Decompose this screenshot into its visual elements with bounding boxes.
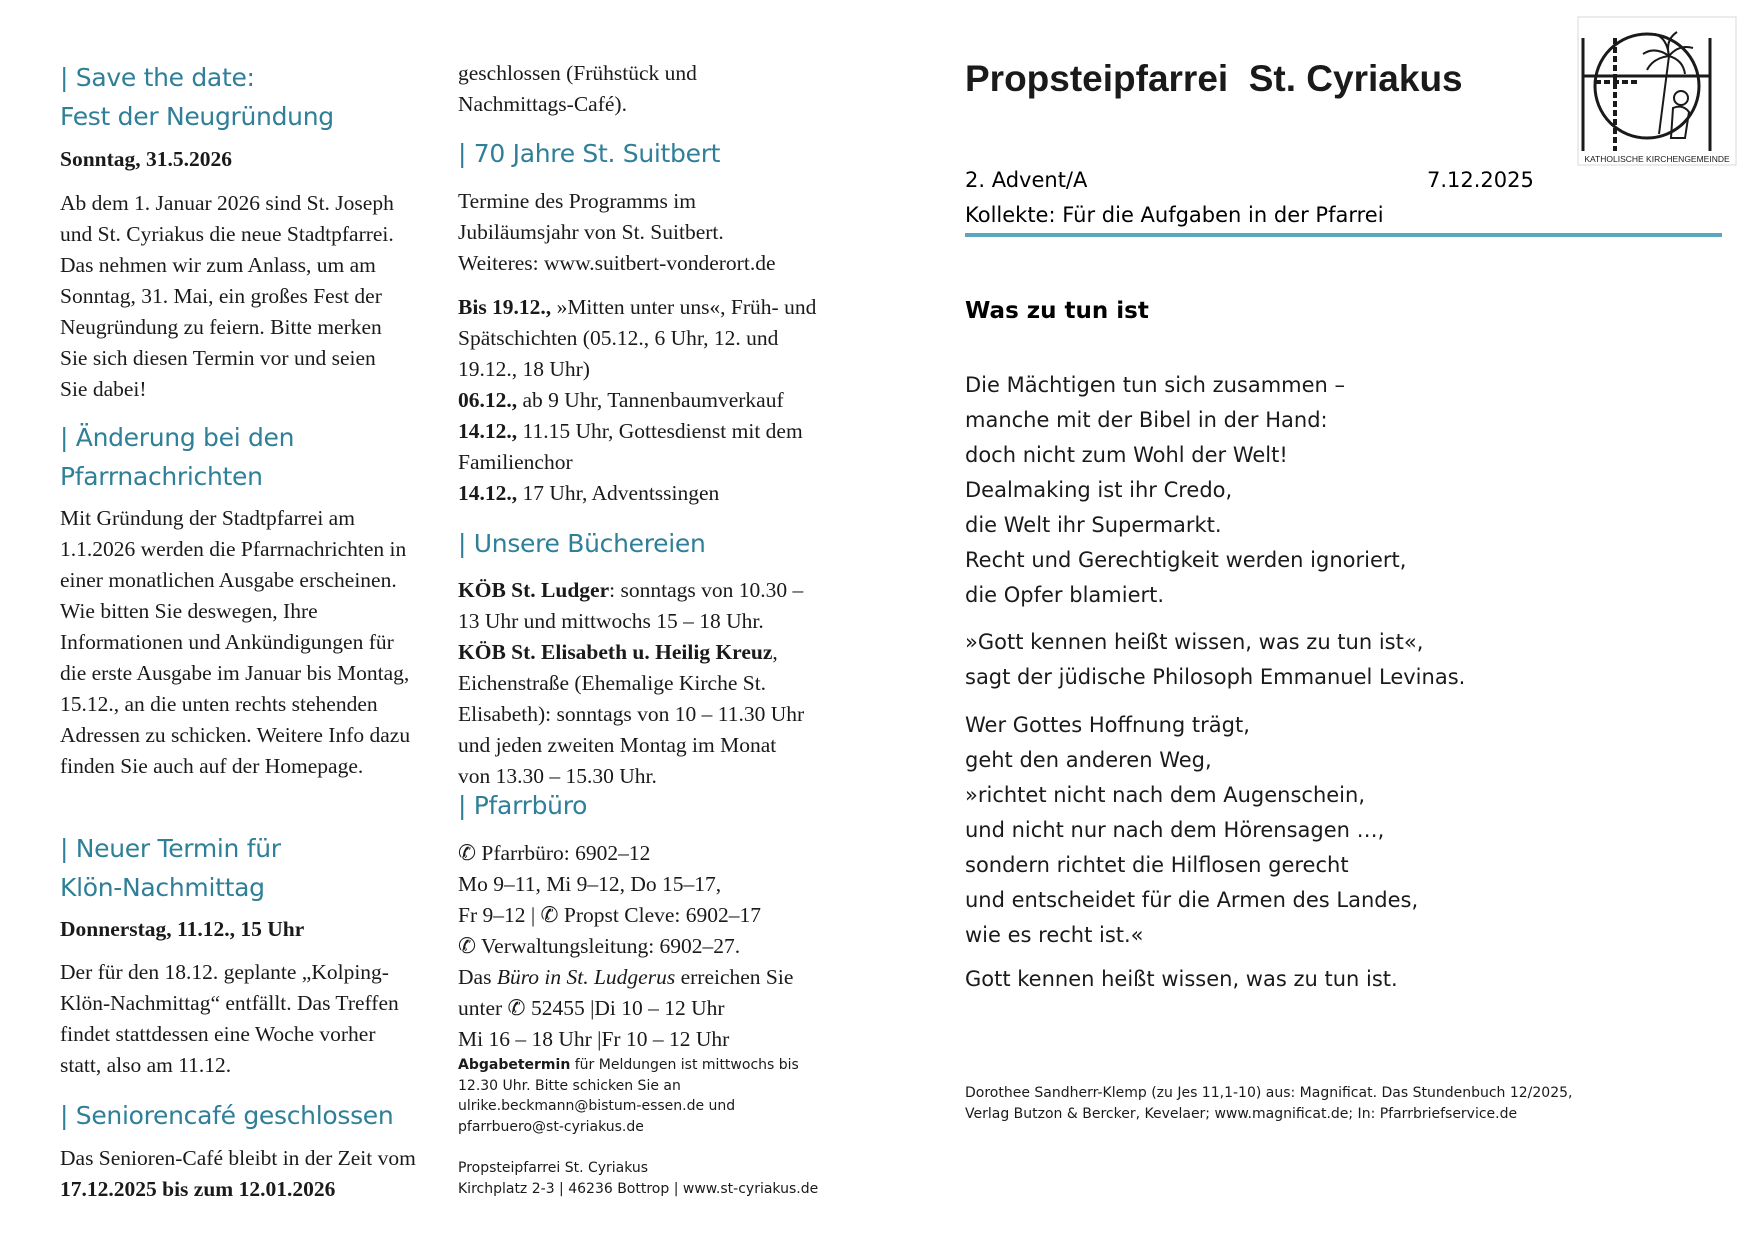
paragraph: Ab dem 1. Januar 2026 sind St. Joseph und St. Cyriakus die neue Stadtpfarrei. Das nehmen wir zum Anlass, um am Sonntag, 31. Mai, ein großes Fest der Neugründung zu feiern. Bitte merken Sie sich diesen Termin vor und seien Sie dabei! — [60, 191, 394, 401]
section-heading: Pfarrnachrichten — [60, 462, 263, 491]
paragraph: geschlossen (Frühstück und Nachmittags-Café). — [458, 61, 697, 116]
section-heading: | Neuer Termin für — [60, 834, 281, 863]
event-list — [458, 292, 828, 509]
save-date-section — [60, 58, 334, 136]
parish-logo — [1577, 16, 1737, 166]
section-heading: | Save the date: — [60, 63, 255, 92]
klon-section — [60, 829, 281, 907]
poem-title: Was zu tun ist — [965, 298, 1149, 324]
logo-caption: KATHOLISCHE KIRCHENGEMEINDE — [1584, 154, 1730, 164]
event-item: Bis 19.12., »Mitten unter uns«, Früh- und Spätschichten (05.12., 6 Uhr, 12. und 19.12., 18 Uhr) — [458, 295, 817, 381]
event-item: 14.12., 17 Uhr, Adventssingen — [458, 481, 720, 505]
address: Propsteipfarrei St. Cyriakus Kirchplatz 2-3 | 46236 Bottrop | www.st-cyriakus.de — [458, 1160, 819, 1197]
event-item: 14.12., 11.15 Uhr, Gottesdienst mit dem Familienchor — [458, 419, 803, 474]
section-heading: | Seniorencafé geschlossen — [60, 1101, 394, 1130]
sunday-label: 2. Advent/A — [965, 168, 1088, 192]
section-heading: | 70 Jahre St. Suitbert — [458, 139, 721, 168]
source-note: Dorothee Sandherr-Klemp (zu Jes 11,1-10) aus: Magnificat. Das Stundenbuch 12/2025, Verlag Butzon & Bercker, Kevelaer; www.magnificat.de; In: Pfarrbriefservice.de — [965, 1085, 1573, 1122]
event-date: Sonntag, 31.5.2026 — [60, 147, 233, 171]
section-heading: Fest der Neugründung — [60, 102, 334, 131]
poem-stanza: Die Mächtigen tun sich zusammen – manche mit der Bibel in der Hand: doch nicht zum Wohl der Welt! Dealmaking ist ihr Credo, die Welt ihr Supermarkt. Recht und Gerechtigkeit werden ignoriert, die Opfer blamiert. — [965, 373, 1407, 607]
paragraph: Der für den 18.12. geplante „Kolping-Klön-Nachmittag“ entfällt. Das Treffen findet stattdessen eine Woche vorher statt, also am 11.12. — [60, 960, 399, 1077]
section-heading: | Pfarrbüro — [458, 791, 588, 820]
poem-stanza: »Gott kennen heißt wissen, was zu tun ist«, sagt der jüdische Philosoph Emmanuel Levinas. — [965, 630, 1466, 689]
date-label: 7.12.2025 — [1427, 168, 1534, 192]
poem-closing: Gott kennen heißt wissen, was zu tun ist. — [965, 967, 1398, 991]
header-rule — [965, 233, 1722, 237]
section-heading: | Unsere Büchereien — [458, 529, 706, 558]
paragraph: Das Senioren-Café bleibt in der Zeit vom 17.12.2025 bis zum 12.01.2026 — [60, 1146, 416, 1201]
paragraph: Mit Gründung der Stadtpfarrei am 1.1.2026 werden die Pfarrnachrichten in einer monatlichen Ausgabe erscheinen. Wie bitten Sie deswegen, Ihre Informationen und Ankündigungen für die erste Ausgabe im Januar bis Montag, 15.12., an die unten rechts stehenden Adressen zu schicken. Weitere Info dazu finden Sie auch auf der Homepage. — [60, 506, 411, 778]
event-item: 06.12., ab 9 Uhr, Tannenbaumverkauf — [458, 388, 784, 412]
change-section — [60, 418, 294, 496]
library-info: KÖB St. Ludger: sonntags von 10.30 – 13 Uhr und mittwochs 15 – 18 Uhr. KÖB St. Elisabeth u. Heilig Kreuz, Eichenstraße (Ehemalige Kirche St. Elisabeth): sonntags von 10 – 11.30 Uhr und jeden zweiten Montag im Monat von 13.30 – 15.30 Uhr. — [458, 578, 805, 788]
page-title: Propsteipfarrei St. Cyriakus — [965, 58, 1463, 99]
section-heading: Klön-Nachmittag — [60, 873, 265, 902]
event-date: Donnerstag, 11.12., 15 Uhr — [60, 917, 305, 941]
collection-label: Kollekte: Für die Aufgaben in der Pfarrei — [965, 203, 1384, 227]
office-hours: ✆ Pfarrbüro: 6902–12 Mo 9–11, Mi 9–12, Do 15–17, Fr 9–12 | ✆ Propst Cleve: 6902–17 ✆ Verwaltungsleitung: 6902–27. Das Büro in St. Ludgerus erreichen Sie unter ✆ 52455 |Di 10 – 12 Uhr Mi 16 – 18 Uhr |Fr 10 – 12 Uhr — [458, 841, 794, 1051]
parish-logo-icon — [1577, 16, 1737, 166]
poem-stanza: Wer Gottes Hoffnung trägt, geht den anderen Weg, »richtet nicht nach dem Augenschein, und nicht nur nach dem Hörensagen …, sondern richtet die Hilflosen gerecht und entscheidet für die Armen des Landes, wie es recht ist.« — [965, 713, 1419, 947]
paragraph: Termine des Programms im Jubiläumsjahr von St. Suitbert. Weiteres: www.suitbert-vonderort.de — [458, 189, 776, 275]
section-heading: | Änderung bei den — [60, 423, 295, 452]
deadline-note: Abgabetermin für Meldungen ist mittwochs bis 12.30 Uhr. Bitte schicken Sie an ulrike.beckmann@bistum-essen.de und pfarrbuero@st-cyriakus.de — [458, 1057, 799, 1135]
